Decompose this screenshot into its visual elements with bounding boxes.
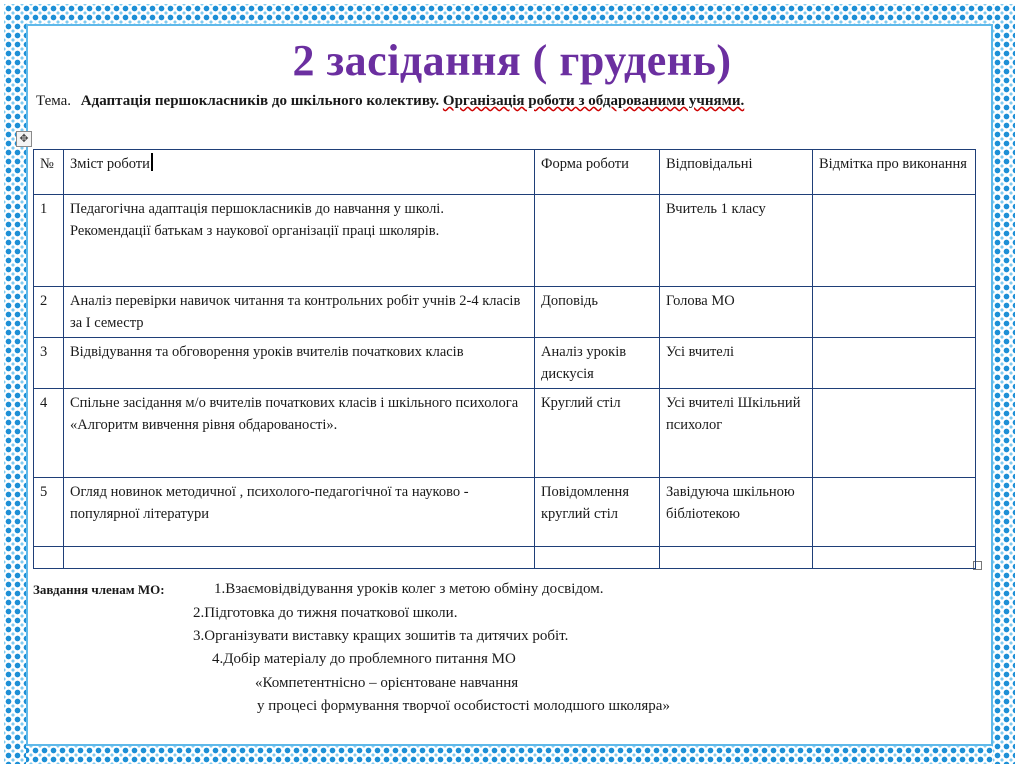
empty-cell[interactable] — [660, 547, 813, 569]
row-responsible[interactable]: Усі вчителі Шкільний психолог — [660, 389, 813, 478]
row-number[interactable]: 4 — [34, 389, 64, 478]
theme-topic-2: Організація роботи з обдарованими учнями. — [442, 93, 745, 109]
meeting-plan-table[interactable] — [33, 149, 976, 569]
task-item-2: 2.Підготовка до тижня початкової школи. — [193, 605, 458, 621]
row-content[interactable]: Огляд новинок методичної , психолого-педагогічної та науково - популярної літератури — [64, 478, 535, 547]
border-top — [4, 4, 1014, 24]
row-mark[interactable] — [813, 478, 976, 547]
header-form[interactable]: Форма роботи — [535, 150, 660, 195]
table-row-empty — [34, 547, 976, 569]
table-row — [34, 389, 976, 478]
row-content[interactable]: Аналіз перевірки навичок читання та контрольних робіт учнів 2-4 класів за І семестр — [64, 287, 535, 338]
row-mark[interactable] — [813, 287, 976, 338]
theme-line — [36, 93, 744, 110]
border-left — [4, 4, 26, 764]
table-row — [34, 478, 976, 547]
empty-cell[interactable] — [535, 547, 660, 569]
row-form[interactable]: Доповідь — [535, 287, 660, 338]
header-content[interactable] — [64, 150, 535, 195]
task-item-4-line-2: «Компетентнісно – орієнтоване навчання — [255, 675, 519, 691]
row-content[interactable]: Педагогічна адаптація першокласників до навчання у школі. Рекомендації батькам з наукової організації праці школярів. — [64, 195, 535, 287]
row-mark[interactable] — [813, 338, 976, 389]
row-mark[interactable] — [813, 195, 976, 287]
task-item-4: 4.Добір матеріалу до проблемного питання МО — [212, 651, 516, 667]
table-header-row — [34, 150, 976, 195]
empty-cell[interactable] — [813, 547, 976, 569]
row-number[interactable]: 2 — [34, 287, 64, 338]
row-responsible[interactable]: Вчитель 1 класу — [660, 195, 813, 287]
row-form[interactable] — [535, 195, 660, 287]
header-content-text: Зміст роботи — [70, 156, 150, 172]
row-content[interactable]: Спільне засідання м/о вчителів початкових класів і шкільного психолога «Алгоритм вивчення рівня обдарованості». — [64, 389, 535, 478]
empty-cell[interactable] — [64, 547, 535, 569]
page-title: 2 засідання ( грудень) — [292, 36, 732, 85]
task-item-1: 1.Взаємовідвідування уроків колег з метою обміну досвідом. — [214, 581, 604, 597]
row-number[interactable]: 5 — [34, 478, 64, 547]
border-right — [993, 4, 1015, 764]
theme-label: Тема. — [36, 93, 72, 109]
row-form[interactable]: Аналіз уроків дискусія — [535, 338, 660, 389]
row-form[interactable]: Круглий стіл — [535, 389, 660, 478]
row-mark[interactable] — [813, 389, 976, 478]
table-row — [34, 195, 976, 287]
row-responsible[interactable]: Усі вчителі — [660, 338, 813, 389]
theme-topic-1: Адаптація першокласників до шкільного колективу. — [80, 93, 440, 109]
row-content[interactable]: Відвідування та обговорення уроків вчителів початкових класів — [64, 338, 535, 389]
task-item-3: 3.Організувати виставку кращих зошитів та дитячих робіт. — [193, 628, 569, 644]
row-form[interactable]: Повідомлення круглий стіл — [535, 478, 660, 547]
task-item-4-line-3: у процесі формування творчої особистості молодшого школяра» — [257, 698, 670, 714]
table-row — [34, 287, 976, 338]
row-responsible[interactable]: Завідуюча шкільною бібліотекою — [660, 478, 813, 547]
header-responsible[interactable]: Відповідальні — [660, 150, 813, 195]
text-cursor — [151, 153, 153, 171]
row-responsible[interactable] — [660, 287, 813, 338]
header-number[interactable]: № — [34, 150, 64, 195]
header-completion-mark[interactable]: Відмітка про виконання — [813, 150, 976, 195]
table-move-handle[interactable]: ✥ — [16, 131, 32, 147]
responsible-text: Голова МО — [666, 293, 735, 309]
tasks-label: Завдання членам МО: — [33, 582, 165, 597]
row-number[interactable]: 3 — [34, 338, 64, 389]
empty-cell[interactable] — [34, 547, 64, 569]
table-row — [34, 338, 976, 389]
row-number[interactable]: 1 — [34, 195, 64, 287]
border-bottom — [4, 746, 1014, 764]
